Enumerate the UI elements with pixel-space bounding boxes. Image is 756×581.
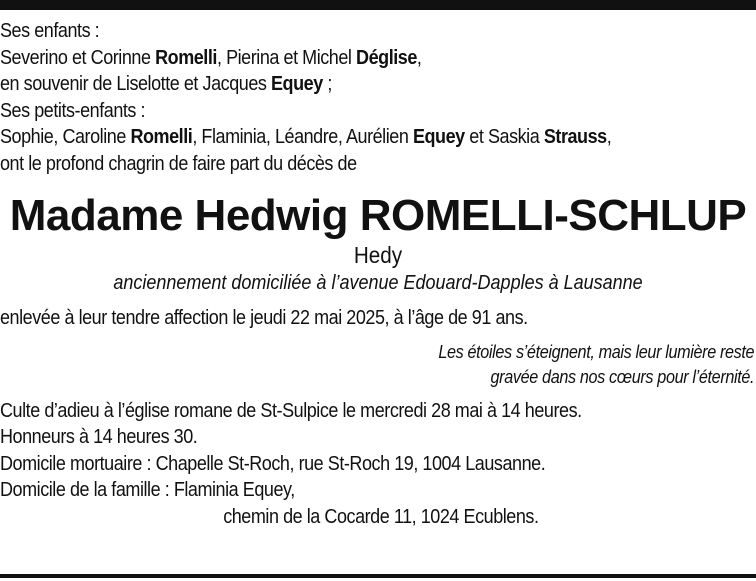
quote-line-2: gravée dans nos cœurs pour l’éternité. [490, 366, 755, 387]
announcement-line: ont le profond chagrin de faire part du décès de [0, 152, 357, 175]
memory-names: en souvenir de Liselotte et Jacques [0, 73, 271, 95]
quote-line-1: Les étoiles s’éteignent, mais leur lumière reste [438, 341, 755, 362]
children-line [0, 45, 680, 72]
honors-details: Honneurs à 14 heures 30. [0, 426, 198, 448]
top-rule [0, 0, 756, 10]
children-names-1: Severino et Corinne [0, 46, 156, 69]
surname-equey-2: Equey [412, 126, 465, 148]
grandchildren-names-3: et Saskia [464, 126, 544, 148]
grandchildren-label: Ses petits-enfants : [0, 99, 146, 122]
family-home-line-2: chemin de la Cocarde 11, 1024 Ecublens. [223, 505, 539, 528]
family-home-line-1: Domicile de la famille : Flaminia Equey, [0, 479, 295, 501]
deceased-name: Madame Hedwig ROMELLI-SCHLUP [9, 191, 747, 240]
deceased-nickname: Hedy [353, 242, 403, 268]
grandchildren-names-1: Sophie, Caroline [0, 126, 131, 148]
grandchildren-line [0, 124, 680, 151]
memory-line-end: ; [322, 73, 332, 95]
children-names-2: , Pierina et Michel [216, 46, 357, 69]
surname-romelli: Romelli [155, 46, 217, 69]
children-label: Ses enfants : [0, 20, 100, 42]
grandchildren-names-2: , Flaminia, Léandre, Aurélien [192, 126, 413, 148]
children-line-end: , [416, 46, 422, 69]
surname-deglise: Déglise [356, 46, 417, 69]
memory-line [0, 71, 680, 98]
surname-romelli-2: Romelli [130, 126, 193, 148]
surname-equey: Equey [270, 73, 323, 95]
ceremony-details: Culte d’adieu à l’église romane de St-Sulpice le mercredi 28 mai à 14 heures. [0, 399, 582, 422]
death-notice: enlevée à leur tendre affection le jeudi 22 mai 2025, à l’âge de 91 ans. [0, 307, 528, 329]
deceased-address: anciennement domiciliée à l’avenue Edouard-Dapples à Lausanne [113, 272, 643, 294]
bottom-rule [0, 574, 756, 578]
mortuary-details: Domicile mortuaire : Chapelle St-Roch, rue St-Roch 19, 1004 Lausanne. [0, 452, 546, 475]
obituary-notice [0, 18, 756, 530]
surname-strauss: Strauss [543, 126, 607, 148]
grandchildren-line-end: , [606, 126, 612, 148]
